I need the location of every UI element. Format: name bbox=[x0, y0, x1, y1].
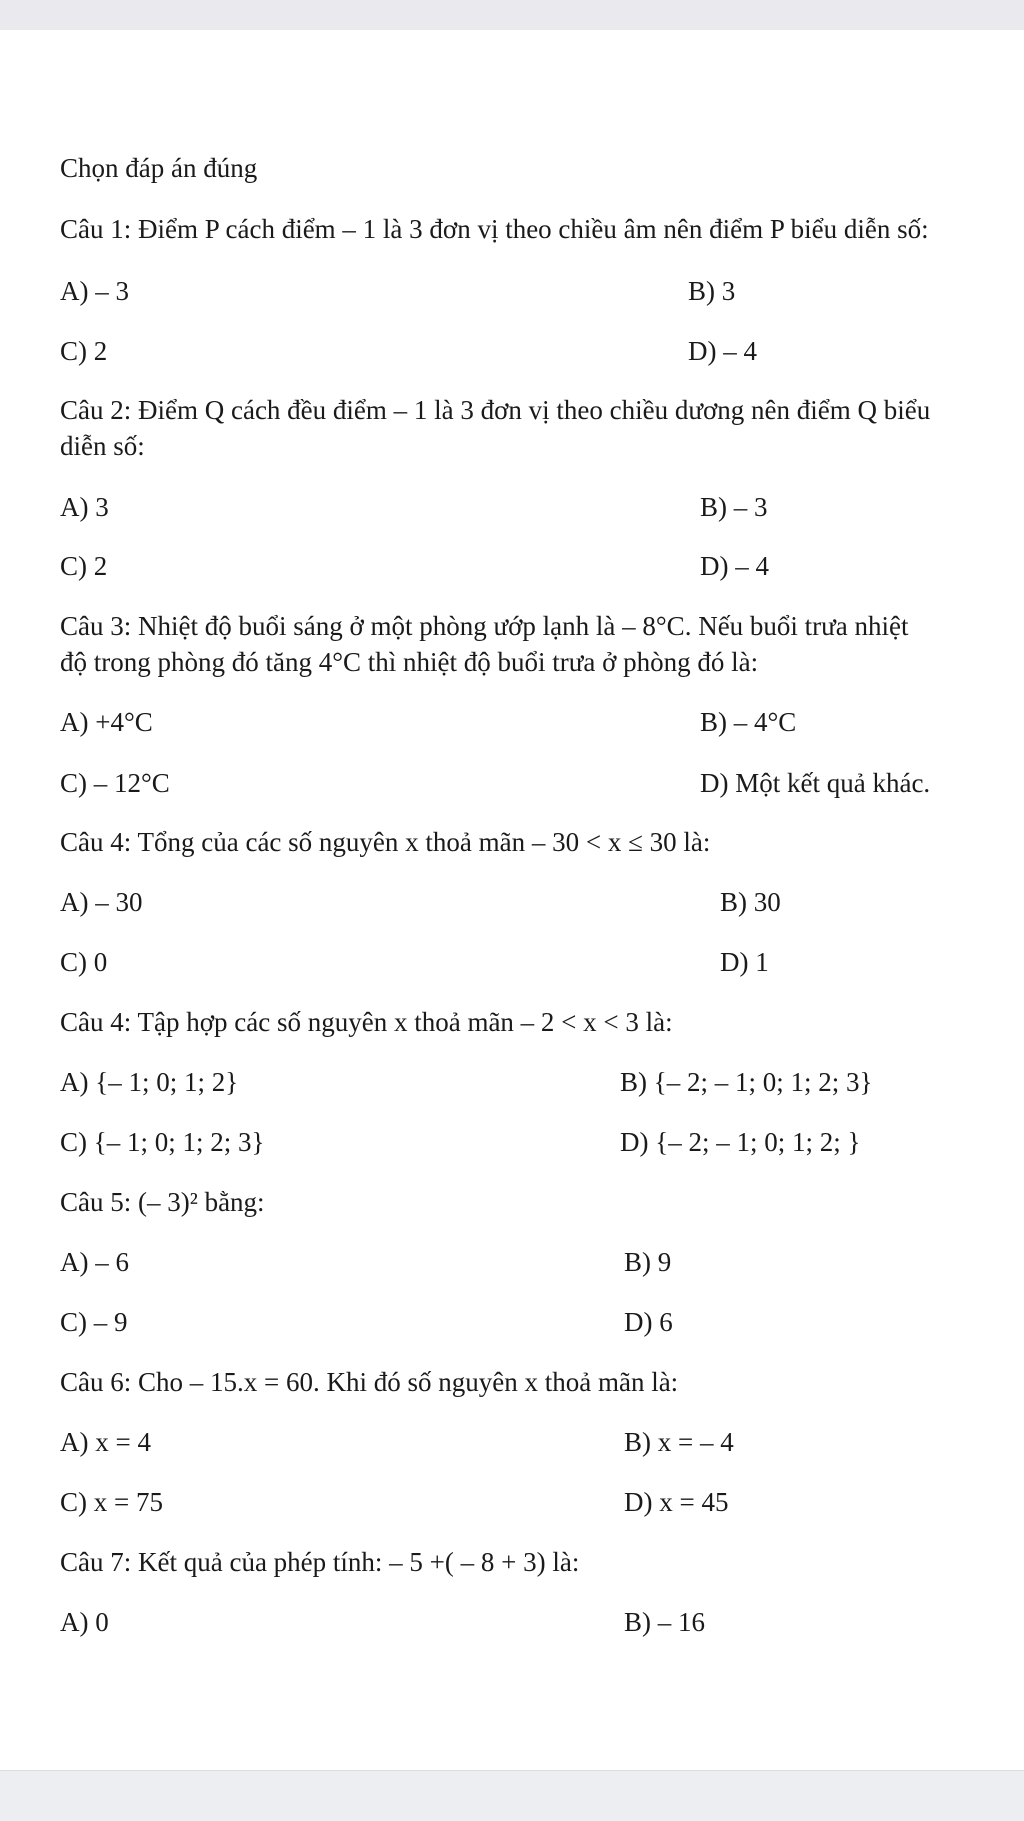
q4-option-c: C) 0 bbox=[60, 947, 108, 977]
q6-option-d: D) x = 45 bbox=[624, 1487, 729, 1517]
question-1-text: Câu 1: Điểm P cách điểm – 1 là 3 đơn vị theo chiều âm nên điểm P biểu diễn số: bbox=[60, 214, 929, 244]
q4-option-a: A) – 30 bbox=[60, 887, 143, 917]
q2-option-b: B) – 3 bbox=[700, 492, 768, 522]
q2-option-a: A) 3 bbox=[60, 492, 109, 522]
question-2-text-cont: diễn số: bbox=[60, 431, 145, 461]
q7-option-b: B) – 16 bbox=[624, 1607, 705, 1637]
top-band bbox=[0, 0, 1024, 31]
q2-option-d: D) – 4 bbox=[700, 551, 769, 581]
q5-option-d: D) 6 bbox=[624, 1307, 673, 1337]
question-2-text: Câu 2: Điểm Q cách đều điểm – 1 là 3 đơn vị theo chiều dương nên điểm Q biểu bbox=[60, 395, 931, 425]
q6-option-c: C) x = 75 bbox=[60, 1487, 163, 1517]
q3-option-a: A) +4°C bbox=[60, 707, 153, 737]
question-6-text: Câu 6: Cho – 15.x = 60. Khi đó số nguyên x thoả mãn là: bbox=[60, 1367, 679, 1397]
q1-option-d: D) – 4 bbox=[688, 336, 757, 366]
q5-option-b: B) 9 bbox=[624, 1247, 672, 1277]
q5-option-c: C) – 9 bbox=[60, 1307, 128, 1337]
q5-option-a: A) – 6 bbox=[60, 1247, 129, 1277]
q3-option-c: C) – 12°C bbox=[60, 768, 170, 798]
question-3-text-cont: độ trong phòng đó tăng 4°C thì nhiệt độ buổi trưa ở phòng đó là: bbox=[60, 647, 759, 677]
page-heading: Chọn đáp án đúng bbox=[60, 153, 258, 183]
q7-option-a: A) 0 bbox=[60, 1607, 109, 1637]
question-4-text: Câu 4: Tổng của các số nguyên x thoả mãn – 30 < x ≤ 30 là: bbox=[60, 827, 711, 857]
q1-option-a: A) – 3 bbox=[60, 276, 129, 306]
question-3-text: Câu 3: Nhiệt độ buổi sáng ở một phòng ướp lạnh là – 8°C. Nếu buổi trưa nhiệt bbox=[60, 611, 909, 641]
q6-option-a: A) x = 4 bbox=[60, 1427, 151, 1457]
question-5-text: Câu 5: (– 3)² bằng: bbox=[60, 1187, 265, 1217]
document-page bbox=[0, 30, 1024, 1770]
question-4b-text: Câu 4: Tập hợp các số nguyên x thoả mãn – 2 < x < 3 là: bbox=[60, 1007, 673, 1037]
q4b-option-b: B) {– 2; – 1; 0; 1; 2; 3} bbox=[620, 1067, 873, 1097]
q3-option-b: B) – 4°C bbox=[700, 707, 797, 737]
q4-option-d: D) 1 bbox=[720, 947, 769, 977]
q1-option-c: C) 2 bbox=[60, 336, 108, 366]
q2-option-c: C) 2 bbox=[60, 551, 108, 581]
q4b-option-a: A) {– 1; 0; 1; 2} bbox=[60, 1067, 239, 1097]
q4-option-b: B) 30 bbox=[720, 887, 781, 917]
q6-option-b: B) x = – 4 bbox=[624, 1427, 734, 1457]
q4b-option-d: D) {– 2; – 1; 0; 1; 2; } bbox=[620, 1127, 861, 1157]
q3-option-d: D) Một kết quả khác. bbox=[700, 768, 931, 798]
question-7-text: Câu 7: Kết quả của phép tính: – 5 +( – 8 + 3) là: bbox=[60, 1547, 580, 1577]
q1-option-b: B) 3 bbox=[688, 276, 736, 306]
q4b-option-c: C) {– 1; 0; 1; 2; 3} bbox=[60, 1127, 265, 1157]
bottom-band bbox=[0, 1770, 1024, 1821]
